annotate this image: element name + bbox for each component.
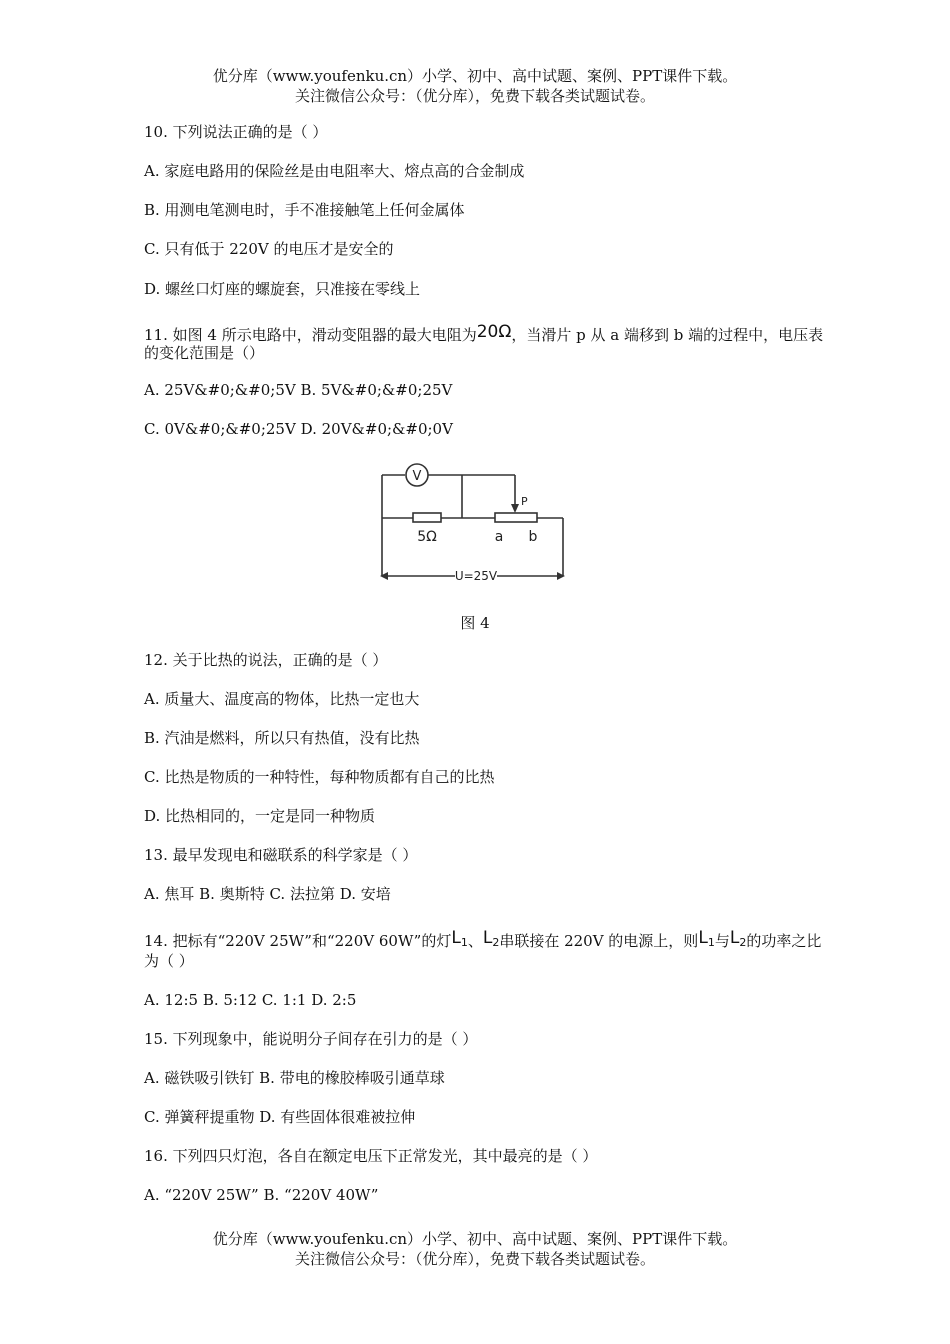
q12-option-b: B. 汽油是燃料，所以只有热值，没有比热 xyxy=(144,729,420,747)
q12-stem: 12. 关于比热的说法，正确的是（ ） xyxy=(144,651,388,669)
q11-resistance: 20Ω xyxy=(476,322,512,342)
l1-letter: L xyxy=(451,928,461,948)
lamp-l2b-symbol xyxy=(730,928,746,948)
footer-line-1: 优分库（www.youfenku.cn）小学、初中、高中试题、案例、PPT课件下载。 xyxy=(212,1230,738,1248)
slider-arrow xyxy=(511,504,519,513)
q10-option-d: D. 螺丝口灯座的螺旋套，只准接在零线上 xyxy=(144,280,421,298)
footer-line-2: 关注微信公众号：（优分库），免费下载各类试题试卷。 xyxy=(294,1250,655,1268)
q14-stem-pre: 14. 把标有“220V 25W”和“220V 60W”的灯 xyxy=(144,932,452,950)
q11-stem-post: ，当滑片 p 从 a 端移到 b 端的过程中，电压表的变化范围是（） xyxy=(144,326,824,362)
l1b-letter: L xyxy=(698,928,708,948)
circuit-diagram xyxy=(375,458,575,586)
lamp-l2-symbol xyxy=(483,928,499,948)
voltmeter-label: V xyxy=(412,469,422,484)
l2-letter: L xyxy=(482,928,493,948)
q14-stem xyxy=(144,929,824,970)
l1-subscript: 1 xyxy=(460,936,468,949)
q14-options: A. 12:5 B. 5:12 C. 1:1 D. 2:5 xyxy=(144,991,357,1009)
q10-option-a: A. 家庭电路用的保险丝是由电阻率大、熔点高的合金制成 xyxy=(144,162,525,180)
q10-stem: 10. 下列说法正确的是（ ） xyxy=(144,123,328,141)
q10-option-b: B. 用测电笔测电时，手不准接触笔上任何金属体 xyxy=(144,201,465,219)
q12-option-c: C. 比热是物质的一种特性，每种物质都有自己的比热 xyxy=(144,768,495,786)
q12-option-d: D. 比热相同的，一定是同一种物质 xyxy=(144,807,376,825)
rheostat-end-a: a xyxy=(494,529,504,545)
q16-stem: 16. 下列四只灯泡，各自在额定电压下正常发光，其中最亮的是（ ） xyxy=(144,1147,598,1165)
lamp-l1b-symbol xyxy=(698,928,714,948)
q15-stem: 15. 下列现象中，能说明分子间存在引力的是（ ） xyxy=(144,1030,478,1048)
q14-with: 与 xyxy=(714,932,730,950)
q16-options-ab: A. “220V 25W” B. “220V 40W” xyxy=(144,1186,379,1204)
q14-separator: 、 xyxy=(467,932,483,950)
page-header xyxy=(0,66,950,106)
rheostat-end-b: b xyxy=(528,529,538,545)
lamp-l1-symbol xyxy=(451,928,467,948)
q14-stem-post: 的功率之比为（ ） xyxy=(144,932,822,970)
figure-caption: 图 4 xyxy=(460,614,490,632)
rheostat xyxy=(495,513,537,522)
q11-stem xyxy=(144,323,824,362)
resistor-label: 5Ω xyxy=(417,529,437,545)
l1b-subscript: 1 xyxy=(707,936,715,949)
q15-options-cd: C. 弹簧秤提重物 D. 有些固体很难被拉伸 xyxy=(144,1108,416,1126)
q11-options-cd: C. 0V&#0;&#0;25V D. 20V&#0;&#0;0V xyxy=(144,420,453,438)
q11-stem-pre: 11. 如图 4 所示电路中，滑动变阻器的最大电阻为 xyxy=(144,326,477,344)
q15-options-ab: A. 磁铁吸引铁钉 B. 带电的橡胶棒吸引通草球 xyxy=(144,1069,445,1087)
q12-option-a: A. 质量大、温度高的物体，比热一定也大 xyxy=(144,690,420,708)
page-footer xyxy=(0,1229,950,1269)
header-line-1: 优分库（www.youfenku.cn）小学、初中、高中试题、案例、PPT课件下载。 xyxy=(212,67,738,85)
header-line-2: 关注微信公众号：（优分库），免费下载各类试题试卷。 xyxy=(294,87,655,105)
q13-stem: 13. 最早发现电和磁联系的科学家是（ ） xyxy=(144,846,418,864)
supply-voltage-label: U=25V xyxy=(454,569,498,583)
fixed-resistor xyxy=(413,513,441,522)
l2b-letter: L xyxy=(729,928,740,948)
slider-label: P xyxy=(521,495,528,508)
q10-option-c: C. 只有低于 220V 的电压才是安全的 xyxy=(144,240,394,258)
q11-options-ab: A. 25V&#0;&#0;5V B. 5V&#0;&#0;25V xyxy=(144,381,453,399)
q13-options: A. 焦耳 B. 奥斯特 C. 法拉第 D. 安培 xyxy=(144,885,391,903)
q14-stem-mid: 串联接在 220V 的电源上，则 xyxy=(499,932,699,950)
l2-subscript: 2 xyxy=(492,936,500,949)
l2b-subscript: 2 xyxy=(739,936,747,949)
